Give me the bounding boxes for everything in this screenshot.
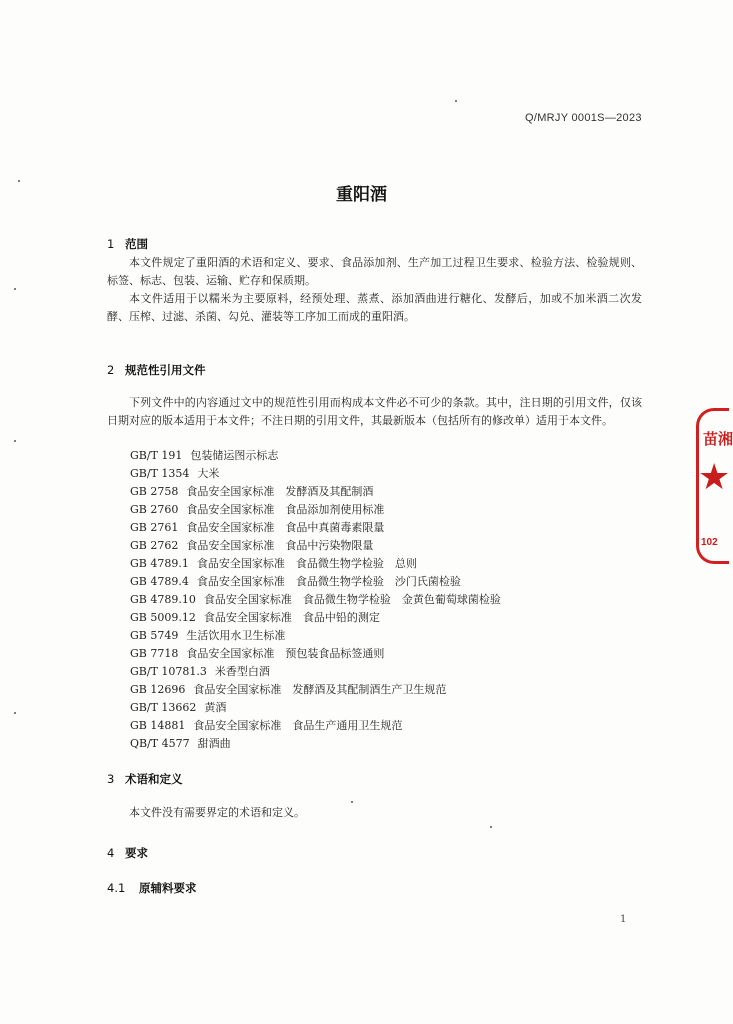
section-heading-normative-references — [107, 362, 206, 378]
section-title: 原辅料要求 — [139, 881, 197, 895]
reference-item — [130, 573, 501, 591]
scan-speck — [490, 826, 492, 828]
reference-item — [130, 555, 501, 573]
reference-list — [130, 447, 501, 753]
scope-paragraph-2: 本文件适用于以糯米为主要原料，经预处理、蒸煮、添加酒曲进行糖化、发酵后，加或不加米酒二次发酵、压榨、过滤、杀菌、勾兑、灌装等工序加工而成的重阳酒。 — [107, 292, 642, 323]
section-title: 规范性引用文件 — [125, 363, 206, 377]
reference-code: GB/T 10781.3 — [130, 665, 207, 678]
reference-name: 甜酒曲 — [197, 737, 231, 750]
seal-star-icon: ★ — [698, 457, 731, 498]
reference-code: GB 12696 — [130, 683, 186, 696]
reference-name: 食品安全国家标准 预包装食品标签通则 — [186, 647, 385, 660]
reference-name: 大米 — [197, 467, 220, 480]
reference-code: GB 7718 — [130, 647, 179, 660]
reference-code: GB/T 1354 — [130, 467, 190, 480]
section-title: 范围 — [125, 237, 148, 251]
reference-code: QB/T 4577 — [130, 737, 190, 750]
reference-code: GB 2760 — [130, 503, 179, 516]
scan-speck — [455, 100, 457, 102]
section-number: 2 — [107, 363, 115, 377]
reference-item — [130, 447, 501, 465]
scan-speck — [14, 440, 16, 442]
reference-name: 食品安全国家标准 食品生产通用卫生规范 — [193, 719, 403, 732]
section-heading-terms — [107, 771, 183, 787]
terms-paragraph: 本文件没有需要界定的术语和定义。 — [129, 806, 305, 819]
reference-code: GB 5009.12 — [130, 611, 196, 624]
reference-item — [130, 519, 501, 537]
reference-code: GB 5749 — [130, 629, 179, 642]
document-title: 重阳酒 — [336, 185, 387, 205]
reference-item — [130, 501, 501, 519]
section-number: 3 — [107, 772, 115, 786]
document-code: Q/MRJY 0001S—2023 — [525, 112, 642, 124]
reference-item — [130, 663, 501, 681]
scan-speck — [18, 180, 20, 182]
reference-item — [130, 591, 501, 609]
reference-item — [130, 699, 501, 717]
reference-name: 食品安全国家标准 食品微生物学检验 总则 — [196, 557, 417, 570]
section-heading-scope — [107, 236, 148, 252]
reference-code: GB 4789.10 — [130, 593, 196, 606]
scan-speck — [351, 801, 353, 803]
scan-speck — [14, 712, 16, 714]
section-heading-requirements — [107, 845, 148, 861]
reference-name: 食品安全国家标准 食品中真菌毒素限量 — [186, 521, 385, 534]
reference-item — [130, 681, 501, 699]
reference-name: 食品安全国家标准 发酵酒及其配制酒生产卫生规范 — [193, 683, 447, 696]
reference-code: GB/T 13662 — [130, 701, 197, 714]
subsection-heading-raw-materials — [107, 880, 197, 896]
seal-text: 苗湘 — [703, 430, 733, 448]
reference-name: 食品安全国家标准 食品添加剂使用标准 — [186, 503, 385, 516]
reference-code: GB 2761 — [130, 521, 179, 534]
reference-name: 食品安全国家标准 食品微生物学检验 沙门氏菌检验 — [196, 575, 461, 588]
reference-name: 包装储运图示标志 — [190, 449, 279, 462]
references-intro-paragraph: 下列文件中的内容通过文中的规范性引用而构成本文件必不可少的条款。其中，注日期的引用文件，仅该日期对应的版本适用于本文件；不注日期的引用文件，其最新版本（包括所有的修改单）适用于本文件。 — [107, 396, 642, 427]
reference-code: GB 2762 — [130, 539, 179, 552]
reference-name: 米香型白酒 — [214, 665, 270, 678]
reference-name: 食品安全国家标准 发酵酒及其配制酒 — [186, 485, 374, 498]
section-number: 1 — [107, 237, 115, 251]
section-title: 术语和定义 — [125, 772, 183, 786]
reference-code: GB/T 191 — [130, 449, 183, 462]
reference-item — [130, 483, 501, 501]
reference-item — [130, 627, 501, 645]
reference-name: 黄酒 — [204, 701, 227, 714]
reference-item — [130, 645, 501, 663]
section-number: 4 — [107, 846, 115, 860]
reference-name: 生活饮用水卫生标准 — [186, 629, 286, 642]
section-title: 要求 — [125, 846, 148, 860]
reference-item — [130, 717, 501, 735]
section-number: 4.1 — [107, 881, 126, 895]
seal-number: 102 — [701, 537, 718, 548]
reference-code: GB 2758 — [130, 485, 179, 498]
page-number: 1 — [620, 914, 627, 925]
scope-paragraph-1: 本文件规定了重阳酒的术语和定义、要求、食品添加剂、生产加工过程卫生要求、检验方法、检验规则、标签、标志、包装、运输、贮存和保质期。 — [107, 256, 642, 287]
reference-item — [130, 537, 501, 555]
reference-item — [130, 735, 501, 753]
reference-name: 食品安全国家标准 食品中污染物限量 — [186, 539, 374, 552]
reference-item — [130, 465, 501, 483]
scan-speck — [14, 288, 16, 290]
reference-code: GB 14881 — [130, 719, 186, 732]
reference-code: GB 4789.4 — [130, 575, 189, 588]
reference-name: 食品安全国家标准 食品微生物学检验 金黄色葡萄球菌检验 — [203, 593, 501, 606]
reference-code: GB 4789.1 — [130, 557, 189, 570]
reference-name: 食品安全国家标准 食品中铅的测定 — [203, 611, 380, 624]
reference-item — [130, 609, 501, 627]
